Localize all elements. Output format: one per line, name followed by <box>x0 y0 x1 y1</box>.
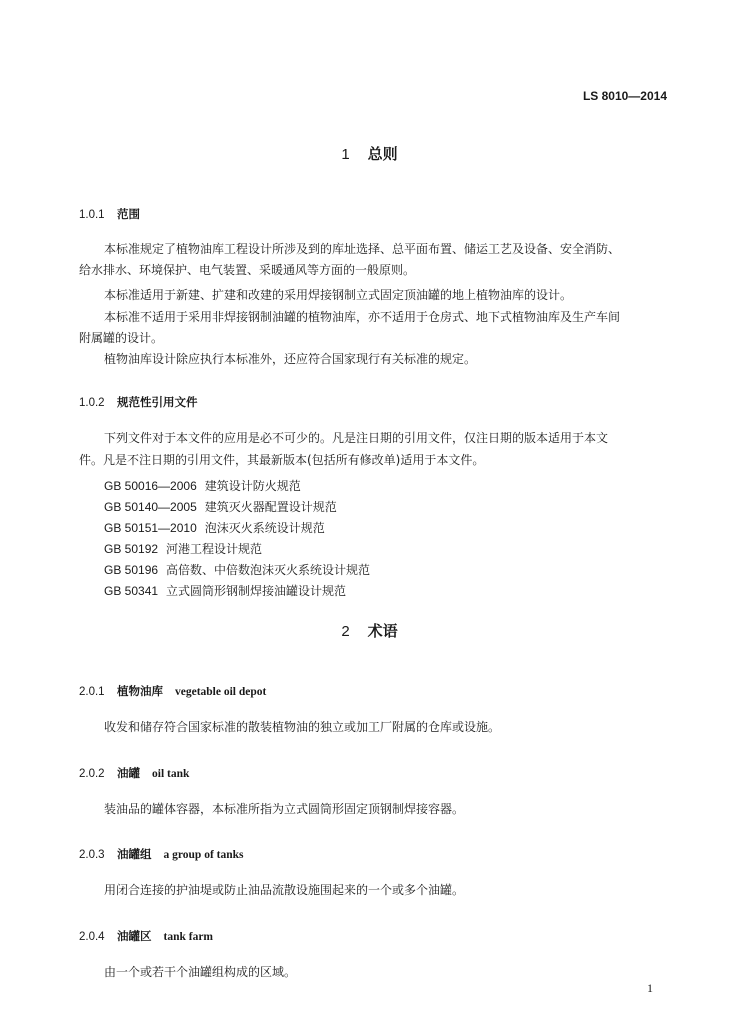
term-english: vegetable oil depot <box>175 686 267 698</box>
paragraph-line: 给水排水、环境保护、电气装置、采暖通风等方面的一般原则。 <box>79 263 416 277</box>
term-english: tank farm <box>163 931 214 943</box>
term-chinese: 油罐 <box>117 766 140 780</box>
paragraph-line: 本标准规定了植物油库工程设计所涉及到的库址选择、总平面布置、储运工艺及设备、安全消防、 <box>104 242 621 256</box>
term-number: 2.0.2 <box>79 768 105 780</box>
chapter-number: 2 <box>341 623 350 640</box>
term-english: oil tank <box>152 768 190 780</box>
reference-name: 建筑灭火器配置设计规范 <box>204 500 337 514</box>
term-chinese: 油罐区 <box>117 929 152 943</box>
reference-code: GB 50140—2005 <box>104 500 197 514</box>
page-number: 1 <box>647 981 653 995</box>
clause-number: 1.0.1 <box>79 209 105 221</box>
paragraph-line: 件。凡是不注日期的引用文件，其最新版本(包括所有修改单)适用于本文件。 <box>79 453 485 467</box>
term-number: 2.0.3 <box>79 849 105 861</box>
paragraph-line: 附属罐的设计。 <box>79 331 164 345</box>
term-heading <box>79 928 213 944</box>
reference-name: 河港工程设计规范 <box>166 542 263 556</box>
reference-code: GB 50151—2010 <box>104 521 197 535</box>
reference-code: GB 50016—2006 <box>104 479 197 493</box>
paragraph-line: 植物油库设计除应执行本标准外，还应符合国家现行有关标准的规定。 <box>104 352 477 366</box>
reference-code: GB 50196 <box>104 563 159 577</box>
reference-code: GB 50192 <box>104 542 159 556</box>
reference-code: GB 50341 <box>104 584 159 598</box>
reference-name: 建筑设计防火规范 <box>204 479 301 493</box>
chapter-2-heading <box>0 620 739 641</box>
standard-code: LS 8010—2014 <box>582 89 667 103</box>
reference-item <box>104 561 370 578</box>
paragraph-line: 本标准适用于新建、扩建和改建的采用焊接钢制立式固定顶油罐的地上植物油库的设计。 <box>104 288 573 302</box>
term-definition: 收发和储存符合国家标准的散装植物油的独立或加工厂附属的仓库或设施。 <box>104 720 501 734</box>
reference-item <box>104 498 337 515</box>
clause-1-0-1-heading <box>79 206 140 222</box>
reference-item <box>104 519 325 536</box>
clause-title: 范围 <box>117 207 140 221</box>
term-definition: 用闭合连接的护油堤或防止油品流散设施围起来的一个或多个油罐。 <box>104 883 465 897</box>
term-heading <box>79 846 244 862</box>
term-english: a group of tanks <box>163 849 244 861</box>
term-definition: 由一个或若干个油罐组构成的区域。 <box>104 965 297 979</box>
chapter-title: 术语 <box>367 622 398 640</box>
reference-name: 泡沫灭火系统设计规范 <box>204 521 325 535</box>
term-chinese: 植物油库 <box>117 684 163 698</box>
chapter-1-heading <box>0 143 739 164</box>
reference-item <box>104 477 301 494</box>
term-number: 2.0.1 <box>79 686 105 698</box>
chapter-title: 总则 <box>367 145 398 163</box>
reference-item <box>104 582 346 599</box>
term-heading <box>79 683 266 699</box>
clause-title: 规范性引用文件 <box>117 395 198 409</box>
reference-name: 立式圆筒形钢制焊接油罐设计规范 <box>166 584 347 598</box>
term-number: 2.0.4 <box>79 931 105 943</box>
term-definition: 装油品的罐体容器，本标准所指为立式圆筒形固定顶钢制焊接容器。 <box>104 802 465 816</box>
term-heading <box>79 765 189 781</box>
paragraph-line: 下列文件对于本文件的应用是必不可少的。凡是注日期的引用文件，仅注日期的版本适用于本文 <box>104 431 609 445</box>
paragraph-line: 本标准不适用于采用非焊接钢制油罐的植物油库，亦不适用于仓房式、地下式植物油库及生产车间 <box>104 310 621 324</box>
reference-name: 高倍数、中倍数泡沫灭火系统设计规范 <box>166 563 371 577</box>
clause-number: 1.0.2 <box>79 397 105 409</box>
reference-item <box>104 540 262 557</box>
term-chinese: 油罐组 <box>117 847 152 861</box>
chapter-number: 1 <box>341 146 350 163</box>
clause-1-0-2-heading <box>79 394 198 410</box>
